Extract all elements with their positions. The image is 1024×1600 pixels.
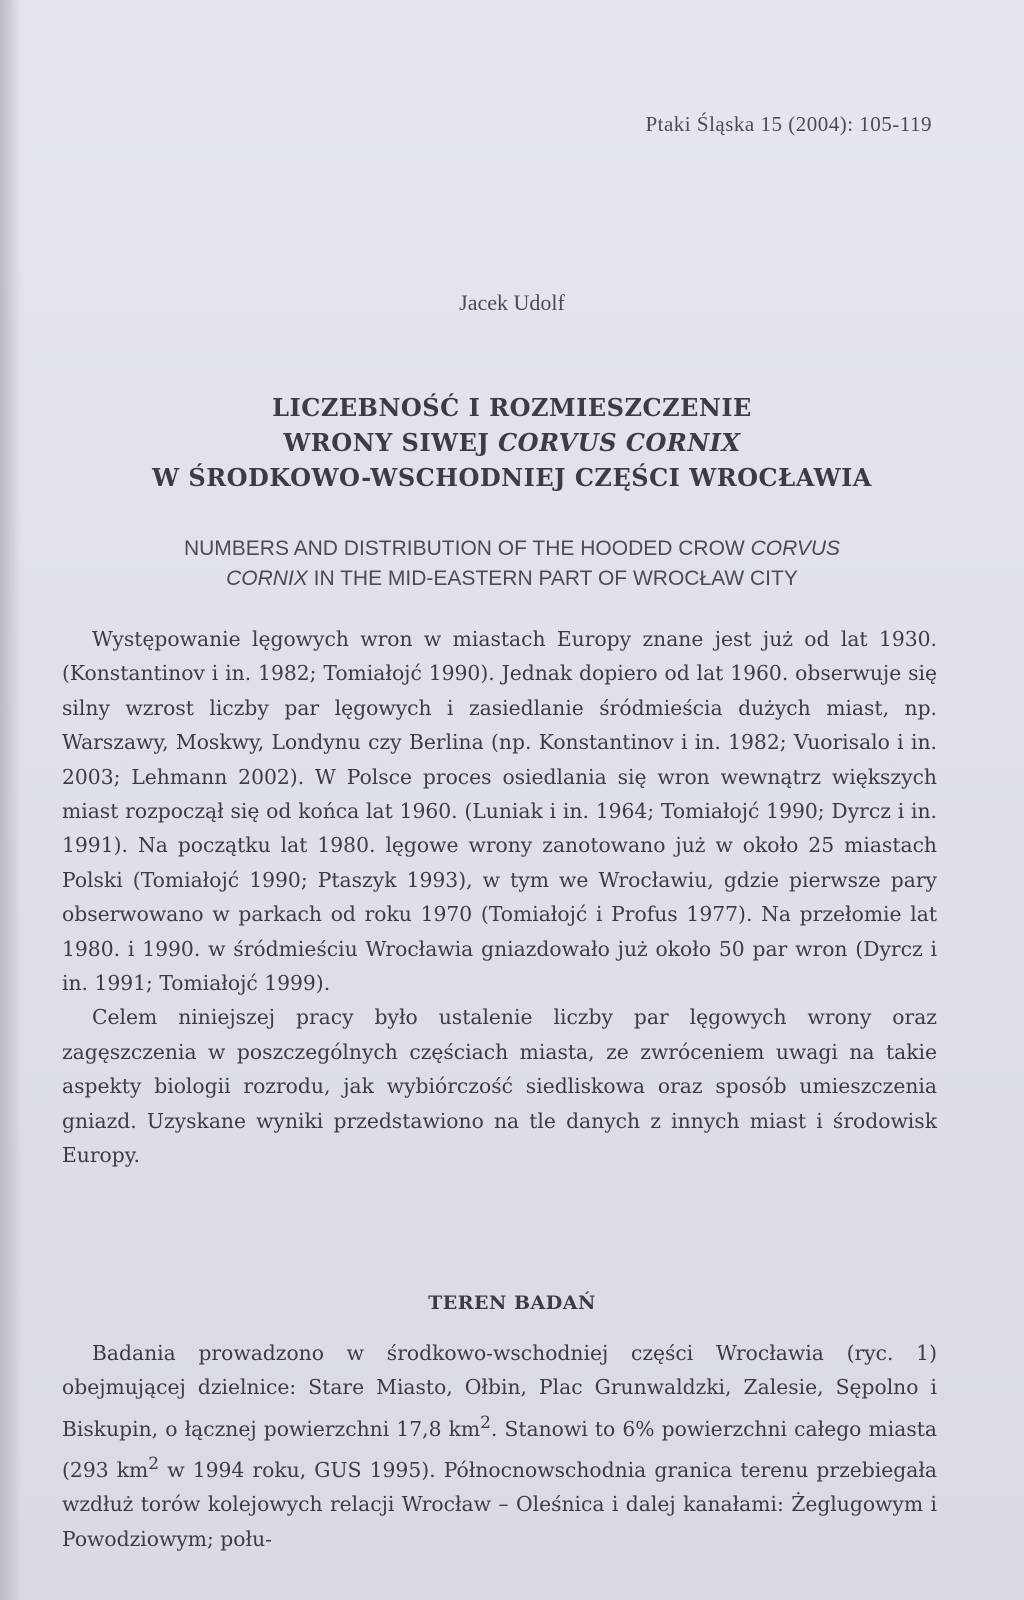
introduction-paragraph-2: Celem niniejszej pracy było ustalenie liczby par lęgowych wrony oraz zagęszczenia w poszczególnych częściach miasta, ze zwróceniem uwagi na takie aspekty biologii rozrodu, jak wybiórczość siedliskowa oraz sposób umieszczenia gniazd. Uzyskane wyniki przedstawiono na tle danych z innych miast i środowisk Europy. [62,1005,937,1168]
title-polish-species: CORVUS CORNIX [498,428,741,457]
page-edge-shadow [0,0,22,1600]
title-english-species-epithet: CORNIX [226,567,308,590]
introduction-paragraph-1: Występowanie lęgowych wron w miastach Europy znane jest już od lat 1930. (Konstantinov i in. 1982; Tomiałojć 1990). Jednak dopiero od lat 1960. obserwuje się silny wzrost liczby par lęgowych i zasiedlanie śródmieścia dużych miast, np. Warszawy, Moskwy, Londynu czy Berlina (np. Konstantinov i in. 1982; Vuorisalo i in. 2003; Lehmann 2002). W Polsce proces osiedlania się wron wewnątrz większych miast rozpoczął się od końca lat 1960. (Luniak i in. 1964; Tomiałojć 1990; Dyrcz i in. 1991). Na początku lat 1980. lęgowe wrony zanotowano już w około 25 miastach Polski (Tomiałojć 1990; Ptaszyk 1993), w tym we Wrocławiu, gdzie pierwsze pary obserwowano w parkach od roku 1970 (Tomiałojć i Profus 1977). Na przełomie lat 1980. i 1990. w śródmieściu Wrocławia gniazdowało już około 50 par wron (Dyrcz i in. 1991; Tomiałojć 1999). [62,627,937,996]
title-english [60,534,964,594]
title-english-species-genus: CORVUS [750,537,841,560]
study-area-text-b: . Stanowi to 6% powierzchni całego miasta (293 km [62,1416,937,1482]
author-name: Jacek Udolf [459,290,565,315]
study-area-section [62,1336,937,1556]
title-polish-line-3: W ŚRODKOWO-WSCHODNIEJ CZĘŚCI WROCŁAWIA [152,463,872,492]
introduction-section [62,622,937,1173]
title-english-line-2-text: IN THE MID-EASTERN PART OF WROCŁAW CITY [307,567,798,590]
study-area-text-c: w 1994 roku, GUS 1995). Północnowschodnia granica terenu przebiegała wzdłuż torów kolejowych relacji Wrocław – Oleśnica i dalej kanałami: Żeglugowym i Powodziowym; połu- [62,1457,938,1551]
title-english-line-2 [60,564,964,594]
title-polish-line-1: LICZEBNOŚĆ I ROZMIESZCZENIE [272,393,752,422]
title-polish-line-2 [60,425,964,460]
section-heading-study-area: TEREN BADAŃ [428,1292,596,1314]
study-area-paragraph-1 [62,1336,937,1556]
title-polish-line-2-text: WRONY SIWEJ [283,428,499,457]
superscript-squared: 2 [480,1411,491,1432]
title-english-line-1 [60,534,964,564]
journal-reference: Ptaki Śląska 15 (2004): 105-119 [645,112,932,136]
study-area-text-a: Badania prowadzono w środkowo-wschodniej części Wrocławia (ryc. 1) obejmującej dzielnice: Stare Miasto, Ołbin, Plac Grunwaldzki, Zalesie, Sępolno i Biskupin, o łącznej powierzchni 17,8 km [62,1341,937,1441]
title-english-line-1-text: NUMBERS AND DISTRIBUTION OF THE HOODED CROW [183,537,751,560]
superscript-squared: 2 [148,1452,160,1473]
title-polish [60,390,964,495]
